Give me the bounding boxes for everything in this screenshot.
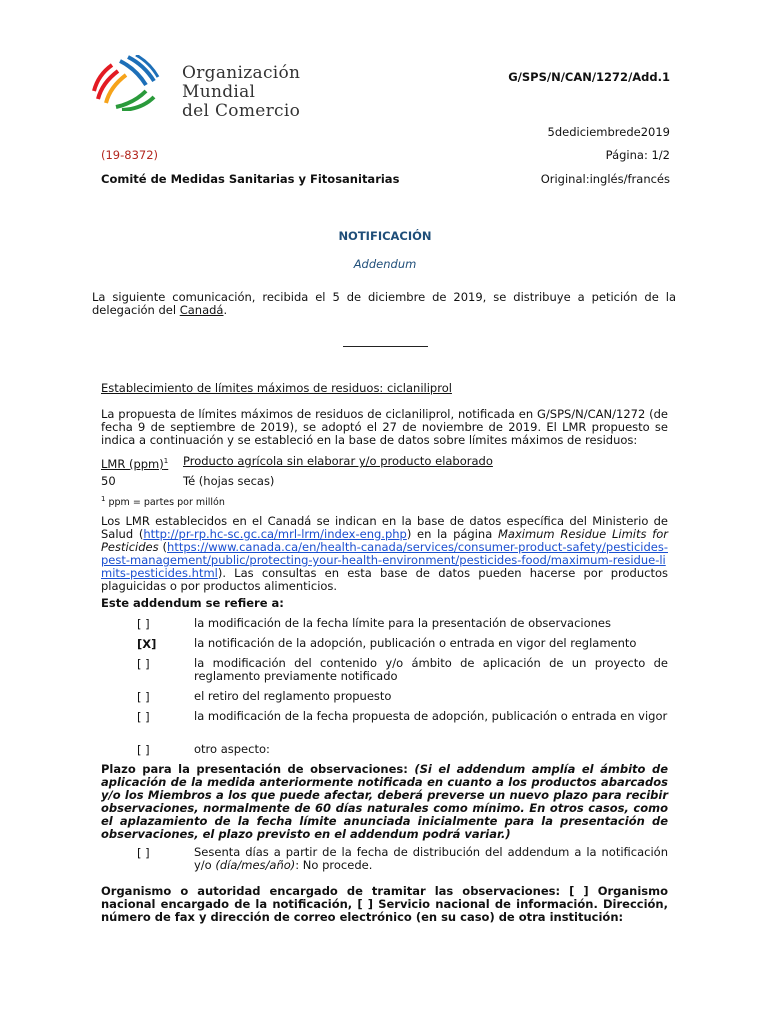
lmr-text-2: ) en la página bbox=[406, 527, 498, 541]
checkbox-sixty-days: [ ] bbox=[137, 846, 150, 860]
separator-line bbox=[343, 346, 428, 347]
lmr-page-name: Maximum Residue Limits for Pesticides bbox=[101, 527, 668, 554]
lmr-text-1: Los LMR establecidos en el Canadá se indican en la base de datos específica del Ministerio de Salud ( bbox=[101, 514, 668, 541]
sixty-days-text-2: : No procede. bbox=[295, 858, 373, 872]
authority-paragraph: Organismo o autoridad encargado de tramitar las observaciones: [ ] Organismo nacional encargado de la notificación, [ ] Servicio nacional de información. Dirección, número de fax y dirección de correo electrónico (en su caso) de otra institución: bbox=[101, 884, 668, 924]
footnote-text: ppm = partes por millón bbox=[108, 497, 225, 509]
refers-item-text: la notificación de la adopción, publicación o entrada en vigor del reglamento bbox=[194, 636, 637, 650]
checkbox-date-change: [ ] bbox=[137, 710, 150, 724]
country-name: Canadá bbox=[179, 303, 224, 317]
organization-name bbox=[182, 64, 300, 121]
document-date: 5dediciembrede2019 bbox=[547, 125, 670, 139]
checkbox-deadline-change: [ ] bbox=[137, 617, 150, 631]
deadline-paragraph bbox=[101, 763, 668, 841]
org-line: del Comercio bbox=[182, 101, 301, 121]
table-value: 50 bbox=[101, 474, 116, 488]
refers-title: Este addendum se refiere a: bbox=[101, 596, 284, 610]
page-number: Página: 1/2 bbox=[605, 148, 670, 162]
health-canada-mrl-link[interactable]: http://pr-rp.hc-sc.gc.ca/mrl-lrm/index-eng.php bbox=[143, 527, 407, 541]
sixty-days-text-1: Sesenta días a partir de la fecha de distribución del addendum a la notificación y/o bbox=[194, 845, 668, 872]
table-header-lmr bbox=[101, 455, 168, 471]
table-header-product: Producto agrícola sin elaborar y/o producto elaborado bbox=[183, 454, 493, 468]
org-line: Organización bbox=[182, 63, 301, 83]
notification-title: NOTIFICACIÓN bbox=[338, 229, 432, 243]
proposal-paragraph: La propuesta de límites máximos de residuos de ciclaniliprol, notificada en G/SPS/N/CAN/1272 (de fecha 9 de septiembre de 2019), se adoptó el 27 de noviembre de 2019. El LMR propuesto se indica a continuación y se estableció en la base de datos sobre límites máximos de residuos: bbox=[101, 407, 668, 447]
refers-item-text: la modificación del contenido y/o ámbito de aplicación de un proyecto de reglamento previamente notificado bbox=[194, 656, 668, 683]
wto-logo-icon bbox=[92, 55, 178, 111]
footnote bbox=[101, 495, 225, 508]
document-number: (19-8372) bbox=[101, 148, 159, 162]
refers-item-text: otro aspecto: bbox=[194, 742, 270, 756]
checkbox-content-change: [ ] bbox=[137, 657, 150, 671]
refers-item-text: la modificación de la fecha límite para la presentación de observaciones bbox=[194, 616, 611, 630]
refers-item-text: el retiro del reglamento propuesto bbox=[194, 689, 392, 703]
intro-text: La siguiente comunicación, recibida el 5 de diciembre de 2019, se distribuye a petición de la delegación del bbox=[92, 290, 676, 317]
lmr-text-4: ). Las consultas en esta base de datos pueden hacerse por productos plaguicidas o por productos alimenticios. bbox=[101, 566, 668, 593]
lmr-header-text: LMR (ppm) bbox=[101, 456, 164, 471]
deadline-lead: Plazo para la presentación de observaciones: bbox=[101, 762, 415, 776]
original-languages: Original:inglés/francés bbox=[540, 172, 670, 186]
footnote-mark: 1 bbox=[101, 495, 106, 503]
addendum-subtitle: Addendum bbox=[353, 257, 417, 271]
lmr-paragraph bbox=[101, 515, 668, 593]
checkbox-withdrawal: [ ] bbox=[137, 690, 150, 704]
refers-item-text: la modificación de la fecha propuesta de adopción, publicación o entrada en vigor bbox=[194, 709, 668, 723]
checkbox-adoption-notice: [X] bbox=[137, 637, 157, 651]
org-line: Mundial bbox=[182, 82, 256, 102]
footnote-ref: 1 bbox=[163, 457, 169, 465]
section-title: Establecimiento de límites máximos de residuos: ciclaniliprol bbox=[101, 381, 452, 395]
intro-end: . bbox=[223, 303, 228, 317]
date-format: (día/mes/año) bbox=[215, 858, 296, 872]
deadline-note: (Si el addendum amplía el ámbito de aplicación de la medida anteriormente notificada en cuanto a los productos abarcados y/o los Miembros a los que puede afectar, deberá preverse un nuevo plazo para recibir observaciones, normalmente de 60 días naturales como mínimo. En otros casos, como el aplazamiento de la fecha límite anunciada inicialmente para la presentación de observaciones, el plazo previsto en el addendum podrá variar.) bbox=[101, 762, 668, 841]
committee-name: Comité de Medidas Sanitarias y Fitosanitarias bbox=[101, 172, 400, 186]
intro-paragraph bbox=[92, 291, 676, 317]
canada-pesticides-link[interactable]: https://www.canada.ca/en/health-canada/services/consumer-product-safety/pesticides-pest-management/public/protecting-your-health-environment/pesticides-food/maximum-residue-limits-pesticides.html bbox=[101, 540, 668, 580]
checkbox-other: [ ] bbox=[137, 743, 150, 757]
sixty-days-text bbox=[194, 846, 668, 872]
document-symbol: G/SPS/N/CAN/1272/Add.1 bbox=[508, 70, 670, 84]
table-product: Té (hojas secas) bbox=[183, 474, 275, 488]
lmr-text-3: ( bbox=[158, 540, 168, 554]
